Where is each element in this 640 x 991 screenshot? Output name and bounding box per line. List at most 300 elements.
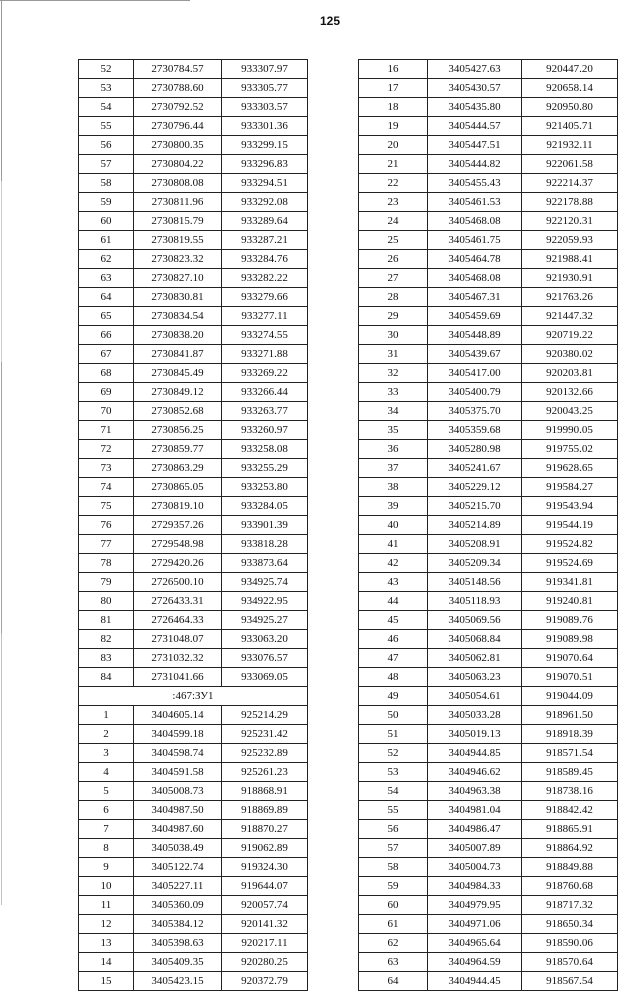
point-number-cell: 82 [79, 630, 134, 649]
point-number-cell: 25 [359, 231, 428, 250]
table-row [359, 326, 618, 345]
x-coordinate-cell: 3404984.33 [428, 877, 522, 896]
x-coordinate-cell: 2730804.22 [134, 155, 222, 174]
y-coordinate-cell: 918870.27 [222, 820, 308, 839]
y-coordinate-cell: 921932.11 [522, 136, 618, 155]
table-row [359, 554, 618, 573]
y-coordinate-cell: 920372.79 [222, 972, 308, 991]
table-row [359, 934, 618, 953]
point-number-cell: 4 [79, 763, 134, 782]
y-coordinate-cell: 920280.25 [222, 953, 308, 972]
y-coordinate-cell: 922120.31 [522, 212, 618, 231]
y-coordinate-cell: 919543.94 [522, 497, 618, 516]
table-row [79, 839, 308, 858]
y-coordinate-cell: 920203.81 [522, 364, 618, 383]
x-coordinate-cell: 3405062.81 [428, 649, 522, 668]
point-number-cell: 13 [79, 934, 134, 953]
x-coordinate-cell: 3405359.68 [428, 421, 522, 440]
table-row [79, 231, 308, 250]
y-coordinate-cell: 918864.92 [522, 839, 618, 858]
point-number-cell: 46 [359, 630, 428, 649]
x-coordinate-cell: 3405375.70 [428, 402, 522, 421]
y-coordinate-cell: 933266.44 [222, 383, 308, 402]
y-coordinate-cell: 922059.93 [522, 231, 618, 250]
x-coordinate-cell: 3405444.57 [428, 117, 522, 136]
table-row [79, 345, 308, 364]
y-coordinate-cell: 920658.14 [522, 79, 618, 98]
table-row [359, 269, 618, 288]
y-coordinate-cell: 933284.76 [222, 250, 308, 269]
x-coordinate-cell: 2730838.20 [134, 326, 222, 345]
table-row [359, 877, 618, 896]
point-number-cell: 39 [359, 497, 428, 516]
table-row [359, 307, 618, 326]
table-row [79, 98, 308, 117]
x-coordinate-cell: 3405019.13 [428, 725, 522, 744]
y-coordinate-cell: 933292.08 [222, 193, 308, 212]
table-row [79, 725, 308, 744]
x-coordinate-cell: 3405384.12 [134, 915, 222, 934]
x-coordinate-cell: 3405468.08 [428, 212, 522, 231]
y-coordinate-cell: 921930.91 [522, 269, 618, 288]
y-coordinate-cell: 918570.64 [522, 953, 618, 972]
y-coordinate-cell: 918918.39 [522, 725, 618, 744]
point-number-cell: 54 [79, 98, 134, 117]
y-coordinate-cell: 920217.11 [222, 934, 308, 953]
point-number-cell: 78 [79, 554, 134, 573]
x-coordinate-cell: 2730815.79 [134, 212, 222, 231]
y-coordinate-cell: 918961.50 [522, 706, 618, 725]
x-coordinate-cell: 3405007.89 [428, 839, 522, 858]
point-number-cell: 7 [79, 820, 134, 839]
scan-top-line [0, 0, 190, 1]
table-row [79, 212, 308, 231]
point-number-cell: 45 [359, 611, 428, 630]
x-coordinate-cell: 3404598.74 [134, 744, 222, 763]
point-number-cell: 35 [359, 421, 428, 440]
point-number-cell: 28 [359, 288, 428, 307]
table-row [79, 668, 308, 687]
x-coordinate-cell: 3404971.06 [428, 915, 522, 934]
point-number-cell: 68 [79, 364, 134, 383]
table-row [79, 554, 308, 573]
table-row [359, 440, 618, 459]
point-number-cell: 67 [79, 345, 134, 364]
table-row [359, 364, 618, 383]
point-number-cell: 24 [359, 212, 428, 231]
y-coordinate-cell: 919644.07 [222, 877, 308, 896]
table-row [79, 497, 308, 516]
point-number-cell: 83 [79, 649, 134, 668]
table-row [79, 193, 308, 212]
x-coordinate-cell: 3405280.98 [428, 440, 522, 459]
x-coordinate-cell: 2730845.49 [134, 364, 222, 383]
table-row [79, 573, 308, 592]
point-number-cell: 36 [359, 440, 428, 459]
y-coordinate-cell: 922178.88 [522, 193, 618, 212]
point-number-cell: 31 [359, 345, 428, 364]
page-number: 125 [319, 14, 341, 28]
table-row [79, 953, 308, 972]
y-coordinate-cell: 919524.69 [522, 554, 618, 573]
y-coordinate-cell: 933063.20 [222, 630, 308, 649]
table-row [79, 972, 308, 991]
point-number-cell: 75 [79, 497, 134, 516]
x-coordinate-cell: 3405435.80 [428, 98, 522, 117]
x-coordinate-cell: 3404944.85 [428, 744, 522, 763]
x-coordinate-cell: 2729357.26 [134, 516, 222, 535]
point-number-cell: 77 [79, 535, 134, 554]
y-coordinate-cell: 933269.22 [222, 364, 308, 383]
point-number-cell: 57 [359, 839, 428, 858]
x-coordinate-cell: 3404963.38 [428, 782, 522, 801]
y-coordinate-cell: 933873.64 [222, 554, 308, 573]
point-number-cell: 15 [79, 972, 134, 991]
y-coordinate-cell: 933294.51 [222, 174, 308, 193]
point-number-cell: 72 [79, 440, 134, 459]
table-row [79, 250, 308, 269]
point-number-cell: 14 [79, 953, 134, 972]
point-number-cell: 30 [359, 326, 428, 345]
table-row [359, 288, 618, 307]
table-row [79, 535, 308, 554]
table-row [359, 972, 618, 991]
point-number-cell: 55 [79, 117, 134, 136]
table-row [79, 858, 308, 877]
point-number-cell: 21 [359, 155, 428, 174]
table-row [79, 630, 308, 649]
y-coordinate-cell: 925232.89 [222, 744, 308, 763]
point-number-cell: 40 [359, 516, 428, 535]
x-coordinate-cell: 3405417.00 [428, 364, 522, 383]
x-coordinate-cell: 3405209.34 [428, 554, 522, 573]
y-coordinate-cell: 925214.29 [222, 706, 308, 725]
x-coordinate-cell: 3405360.09 [134, 896, 222, 915]
point-number-cell: 60 [79, 212, 134, 231]
table-row [79, 288, 308, 307]
x-coordinate-cell: 2730849.12 [134, 383, 222, 402]
y-coordinate-cell: 933296.83 [222, 155, 308, 174]
table-row [359, 687, 618, 706]
x-coordinate-cell: 3405215.70 [428, 497, 522, 516]
table-row [359, 516, 618, 535]
x-coordinate-cell: 2731048.07 [134, 630, 222, 649]
point-number-cell: 62 [79, 250, 134, 269]
x-coordinate-cell: 2730819.55 [134, 231, 222, 250]
table-row [79, 421, 308, 440]
table-row [359, 630, 618, 649]
point-number-cell: 47 [359, 649, 428, 668]
point-number-cell: 54 [359, 782, 428, 801]
x-coordinate-cell: 2730788.60 [134, 79, 222, 98]
x-coordinate-cell: 3405427.63 [428, 60, 522, 79]
point-number-cell: 10 [79, 877, 134, 896]
y-coordinate-cell: 918849.88 [522, 858, 618, 877]
point-number-cell: 59 [79, 193, 134, 212]
x-coordinate-cell: 3405400.79 [428, 383, 522, 402]
y-coordinate-cell: 919089.98 [522, 630, 618, 649]
table-row [79, 117, 308, 136]
y-coordinate-cell: 922061.58 [522, 155, 618, 174]
table-row [79, 763, 308, 782]
x-coordinate-cell: 3405448.89 [428, 326, 522, 345]
y-coordinate-cell: 918589.45 [522, 763, 618, 782]
point-number-cell: 32 [359, 364, 428, 383]
y-coordinate-cell: 920950.80 [522, 98, 618, 117]
point-number-cell: 52 [79, 60, 134, 79]
table-row [359, 535, 618, 554]
point-number-cell: 62 [359, 934, 428, 953]
x-coordinate-cell: 3405227.11 [134, 877, 222, 896]
point-number-cell: 58 [359, 858, 428, 877]
x-coordinate-cell: 2730784.57 [134, 60, 222, 79]
table-row [79, 307, 308, 326]
table-row [79, 174, 308, 193]
point-number-cell: 80 [79, 592, 134, 611]
table-row [79, 155, 308, 174]
y-coordinate-cell: 920380.02 [522, 345, 618, 364]
y-coordinate-cell: 918760.68 [522, 877, 618, 896]
point-number-cell: 61 [79, 231, 134, 250]
x-coordinate-cell: 3405444.82 [428, 155, 522, 174]
x-coordinate-cell: 3405008.73 [134, 782, 222, 801]
table-row [359, 763, 618, 782]
table-row [359, 193, 618, 212]
table-row [359, 174, 618, 193]
x-coordinate-cell: 3405241.67 [428, 459, 522, 478]
y-coordinate-cell: 933289.64 [222, 212, 308, 231]
point-number-cell: 73 [79, 459, 134, 478]
point-number-cell: 71 [79, 421, 134, 440]
y-coordinate-cell: 933255.29 [222, 459, 308, 478]
coordinates-table-left-body [79, 60, 308, 991]
x-coordinate-cell: 3405069.56 [428, 611, 522, 630]
point-number-cell: 52 [359, 744, 428, 763]
x-coordinate-cell: 3405229.12 [428, 478, 522, 497]
y-coordinate-cell: 933069.05 [222, 668, 308, 687]
x-coordinate-cell: 2730856.25 [134, 421, 222, 440]
x-coordinate-cell: 3405214.89 [428, 516, 522, 535]
y-coordinate-cell: 918865.91 [522, 820, 618, 839]
point-number-cell: 79 [79, 573, 134, 592]
y-coordinate-cell: 920057.74 [222, 896, 308, 915]
y-coordinate-cell: 919044.09 [522, 687, 618, 706]
coordinates-table-left [78, 59, 308, 991]
y-coordinate-cell: 933818.28 [222, 535, 308, 554]
y-coordinate-cell: 919755.02 [522, 440, 618, 459]
table-row [79, 877, 308, 896]
x-coordinate-cell: 2730830.81 [134, 288, 222, 307]
y-coordinate-cell: 933076.57 [222, 649, 308, 668]
x-coordinate-cell: 3405423.15 [134, 972, 222, 991]
y-coordinate-cell: 919070.64 [522, 649, 618, 668]
point-number-cell: 16 [359, 60, 428, 79]
x-coordinate-cell: 2730841.87 [134, 345, 222, 364]
point-number-cell: 65 [79, 307, 134, 326]
point-number-cell: 42 [359, 554, 428, 573]
table-row [79, 440, 308, 459]
x-coordinate-cell: 2730796.44 [134, 117, 222, 136]
point-number-cell: 63 [359, 953, 428, 972]
point-number-cell: 53 [359, 763, 428, 782]
x-coordinate-cell: 2730808.08 [134, 174, 222, 193]
point-number-cell: 19 [359, 117, 428, 136]
y-coordinate-cell: 918738.16 [522, 782, 618, 801]
table-row [359, 896, 618, 915]
table-row [359, 478, 618, 497]
point-number-cell: 70 [79, 402, 134, 421]
table-row [359, 421, 618, 440]
point-number-cell: 38 [359, 478, 428, 497]
x-coordinate-cell: 3405063.23 [428, 668, 522, 687]
y-coordinate-cell: 919544.19 [522, 516, 618, 535]
x-coordinate-cell: 3405461.75 [428, 231, 522, 250]
x-coordinate-cell: 3405455.43 [428, 174, 522, 193]
x-coordinate-cell: 3405430.57 [428, 79, 522, 98]
y-coordinate-cell: 920719.22 [522, 326, 618, 345]
point-number-cell: 63 [79, 269, 134, 288]
table-row [79, 801, 308, 820]
table-row [359, 231, 618, 250]
point-number-cell: 51 [359, 725, 428, 744]
point-number-cell: 26 [359, 250, 428, 269]
point-number-cell: 17 [359, 79, 428, 98]
table-row [79, 402, 308, 421]
y-coordinate-cell: 918868.91 [222, 782, 308, 801]
x-coordinate-cell: 3404979.95 [428, 896, 522, 915]
y-coordinate-cell: 933282.22 [222, 269, 308, 288]
y-coordinate-cell: 919524.82 [522, 535, 618, 554]
point-number-cell: 56 [79, 136, 134, 155]
y-coordinate-cell: 933253.80 [222, 478, 308, 497]
table-row [79, 79, 308, 98]
x-coordinate-cell: 2731041.66 [134, 668, 222, 687]
table-row [359, 345, 618, 364]
table-row [359, 60, 618, 79]
coordinates-table-right-body [359, 60, 618, 991]
y-coordinate-cell: 921763.26 [522, 288, 618, 307]
table-row [359, 725, 618, 744]
y-coordinate-cell: 919089.76 [522, 611, 618, 630]
y-coordinate-cell: 919324.30 [222, 858, 308, 877]
y-coordinate-cell: 933277.11 [222, 307, 308, 326]
x-coordinate-cell: 3405118.93 [428, 592, 522, 611]
y-coordinate-cell: 933271.88 [222, 345, 308, 364]
x-coordinate-cell: 3404981.04 [428, 801, 522, 820]
y-coordinate-cell: 933279.66 [222, 288, 308, 307]
y-coordinate-cell: 919070.51 [522, 668, 618, 687]
x-coordinate-cell: 3405208.91 [428, 535, 522, 554]
table-row [79, 364, 308, 383]
x-coordinate-cell: 3405439.67 [428, 345, 522, 364]
point-number-cell: 61 [359, 915, 428, 934]
x-coordinate-cell: 3405447.51 [428, 136, 522, 155]
table-row [79, 820, 308, 839]
x-coordinate-cell: 2726500.10 [134, 573, 222, 592]
y-coordinate-cell: 933284.05 [222, 497, 308, 516]
y-coordinate-cell: 919584.27 [522, 478, 618, 497]
x-coordinate-cell: 3405038.49 [134, 839, 222, 858]
table-row [359, 117, 618, 136]
x-coordinate-cell: 2730827.10 [134, 269, 222, 288]
point-number-cell: 57 [79, 155, 134, 174]
point-number-cell: 11 [79, 896, 134, 915]
table-row [359, 250, 618, 269]
x-coordinate-cell: 3404987.60 [134, 820, 222, 839]
table-row [79, 516, 308, 535]
table-row [79, 592, 308, 611]
y-coordinate-cell: 933303.57 [222, 98, 308, 117]
point-number-cell: 2 [79, 725, 134, 744]
point-number-cell: 34 [359, 402, 428, 421]
point-number-cell: 55 [359, 801, 428, 820]
point-number-cell: 41 [359, 535, 428, 554]
point-number-cell: 5 [79, 782, 134, 801]
y-coordinate-cell: 925261.23 [222, 763, 308, 782]
table-row [79, 459, 308, 478]
table-row [359, 98, 618, 117]
y-coordinate-cell: 919062.89 [222, 839, 308, 858]
table-row [359, 79, 618, 98]
point-number-cell: 53 [79, 79, 134, 98]
point-number-cell: 44 [359, 592, 428, 611]
point-number-cell: 22 [359, 174, 428, 193]
y-coordinate-cell: 920043.25 [522, 402, 618, 421]
point-number-cell: 64 [359, 972, 428, 991]
table-row [359, 953, 618, 972]
y-coordinate-cell: 921405.71 [522, 117, 618, 136]
point-number-cell: 20 [359, 136, 428, 155]
x-coordinate-cell: 2730863.29 [134, 459, 222, 478]
x-coordinate-cell: 2729548.98 [134, 535, 222, 554]
table-row [79, 478, 308, 497]
table-row [359, 744, 618, 763]
x-coordinate-cell: 3405464.78 [428, 250, 522, 269]
table-row [359, 402, 618, 421]
point-number-cell: 56 [359, 820, 428, 839]
point-number-cell: 64 [79, 288, 134, 307]
point-number-cell: 59 [359, 877, 428, 896]
x-coordinate-cell: 3405148.56 [428, 573, 522, 592]
point-number-cell: 74 [79, 478, 134, 497]
x-coordinate-cell: 2730819.10 [134, 497, 222, 516]
table-row [359, 459, 618, 478]
x-coordinate-cell: 3405122.74 [134, 858, 222, 877]
table-row [79, 649, 308, 668]
coordinates-table-right [358, 59, 618, 991]
table-row [79, 915, 308, 934]
x-coordinate-cell: 3405398.63 [134, 934, 222, 953]
x-coordinate-cell: 2729420.26 [134, 554, 222, 573]
x-coordinate-cell: 3405033.28 [428, 706, 522, 725]
x-coordinate-cell: 2730823.32 [134, 250, 222, 269]
x-coordinate-cell: 2730792.52 [134, 98, 222, 117]
point-number-cell: 8 [79, 839, 134, 858]
x-coordinate-cell: 2726433.31 [134, 592, 222, 611]
point-number-cell: 27 [359, 269, 428, 288]
x-coordinate-cell: 2731032.32 [134, 649, 222, 668]
table-row [359, 383, 618, 402]
x-coordinate-cell: 3404944.45 [428, 972, 522, 991]
x-coordinate-cell: 3405461.53 [428, 193, 522, 212]
table-row [359, 706, 618, 725]
point-number-cell: 49 [359, 687, 428, 706]
x-coordinate-cell: 2730865.05 [134, 478, 222, 497]
y-coordinate-cell: 933287.21 [222, 231, 308, 250]
table-row [359, 155, 618, 174]
x-coordinate-cell: 3404605.14 [134, 706, 222, 725]
point-number-cell: 43 [359, 573, 428, 592]
